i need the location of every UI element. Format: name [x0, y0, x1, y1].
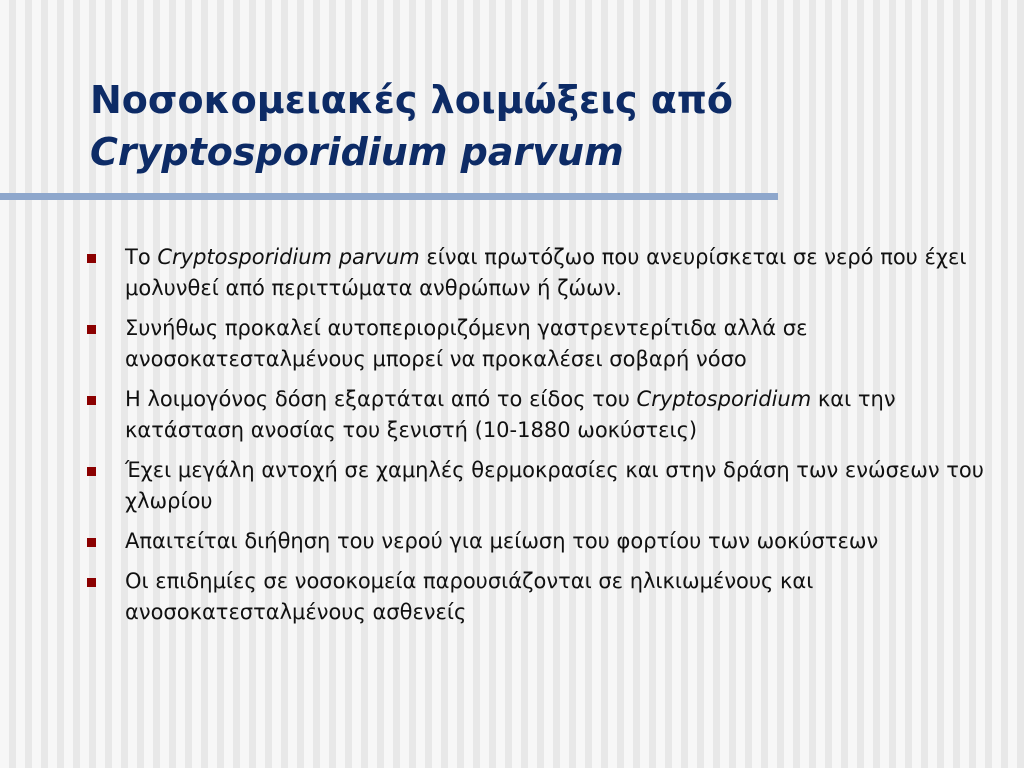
- bullet-text-italic: Cryptosporidium parvum: [157, 245, 420, 269]
- square-bullet-icon: [87, 538, 96, 547]
- square-bullet-icon: [87, 578, 96, 587]
- slide-title-line2: Cryptosporidium parvum: [90, 130, 624, 174]
- bullet-item: [87, 384, 987, 446]
- title-divider: [0, 193, 778, 200]
- bullet-text: Οι επιδημίες σε νοσοκομεία παρουσιάζονται σε ηλικιωμένους και ανοσοκατεσταλμένους ασθενείς: [125, 569, 814, 624]
- bullet-item: [87, 455, 987, 517]
- bullet-item: [87, 313, 987, 375]
- bullet-text-after: είναι πρωτόζωο που ανευρίσκεται σε νερό που έχει μολυνθεί από περιττώματα ανθρώπων ή ζώων.: [125, 245, 967, 300]
- slide-title: [90, 74, 970, 178]
- bullet-text: Απαιτείται διήθηση του νερού για μείωση του φορτίου των ωοκύστεων: [125, 529, 879, 553]
- bullet-list: [87, 242, 987, 637]
- bullet-text-italic: Cryptosporidium: [636, 387, 812, 411]
- bullet-text: Έχει μεγάλη αντοχή σε χαμηλές θερμοκρασίες και στην δράση των ενώσεων του χλωρίου: [125, 458, 984, 513]
- slide-title-line1: Νοσοκομειακές λοιμώξεις από: [90, 78, 734, 122]
- bullet-text-after: και την κατάσταση ανοσίας του ξενιστή (10-1880 ωοκύστεις): [125, 387, 896, 442]
- square-bullet-icon: [87, 325, 96, 334]
- square-bullet-icon: [87, 396, 96, 405]
- bullet-item: [87, 242, 987, 304]
- bullet-text-before: Το: [125, 245, 158, 269]
- square-bullet-icon: [87, 254, 96, 263]
- bullet-item: [87, 566, 987, 628]
- bullet-text: Συνήθως προκαλεί αυτοπεριοριζόμενη γαστρεντερίτιδα αλλά σε ανοσοκατεσταλμένους μπορεί να προκαλέσει σοβαρή νόσο: [125, 316, 808, 371]
- bullet-text-before: Η λοιμογόνος δόση εξαρτάται από το είδος του: [125, 387, 637, 411]
- bullet-item: [87, 526, 987, 557]
- square-bullet-icon: [87, 467, 96, 476]
